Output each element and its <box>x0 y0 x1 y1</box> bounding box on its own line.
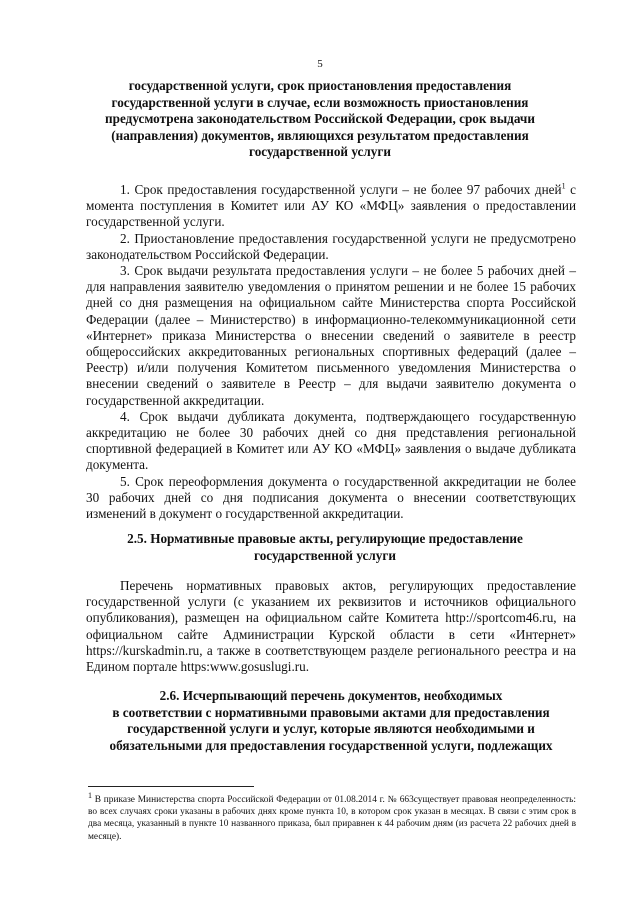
heading-line: государственной услуги, срок приостановления предоставления <box>128 78 512 93</box>
paragraph-1-tail: с момента поступления в Комитет или АУ КО «МФЦ» заявления о предоставлении государственной услуги. <box>86 182 576 230</box>
paragraph-2: 2. Приостановление предоставления государственной услуги не предусмотрено законодательством Российской Федерации. <box>86 230 576 262</box>
footnote-separator <box>88 786 254 787</box>
footnote <box>88 790 576 843</box>
heading-line: обязательными для предоставления государственной услуги, подлежащих <box>109 737 553 753</box>
heading-line: (направления) документов, являющихся результатом предоставления <box>111 127 529 143</box>
section-2-5-body <box>86 578 576 675</box>
heading-line: в соответствии с нормативными правовыми актами для предоставления <box>112 704 550 720</box>
footnote-reference: 1 <box>561 181 566 191</box>
paragraph-4: 4. Срок выдачи дубликата документа, подтверждающего государственную аккредитацию не более 30 рабочих дней со дня представления региональной спортивной федерацией в Комитет или АУ КО «МФЦ» заявления о выдаче дубликата документа. <box>86 408 576 473</box>
section-2-5-text: Перечень нормативных правовых актов, регулирующих предоставление государственной услуги (с указанием их реквизитов и источников официального опубликования), размещен на официальном сайте Комитета http://sportcom46.ru, на официальном сайте Администрации Курской области в сети «Интернет» https://kurskadmin.ru, а также в соответствующем разделе регионального реестра и на Едином портале https:www.gosuslugi.ru. <box>86 578 576 675</box>
paragraph-1 <box>86 182 576 231</box>
footnote-text: В приказе Министерства спорта Российской Федерации от 01.08.2014 г. № 663существует правовая неопределенность: во всех случаях сроки указаны в рабочих днях кроме пункта 10, в котором срок указан в месяцах. В связи с этим срок в два месяца, указанный в пункте 10 названного приказа, был приравнен к 44 рабочим дням (из расчета 22 рабочих дней в месяце). <box>88 795 576 842</box>
footnote-marker: 1 <box>88 790 92 800</box>
paragraph-5: 5. Срок переоформления документа о государственной аккредитации не более 30 рабочих дней со дня подписания документа о внесении соответствующих изменений в документ о государственной аккредитации. <box>86 473 576 522</box>
heading-line: предусмотрена законодательством Российской Федерации, срок выдачи <box>105 111 535 126</box>
heading-line: государственной услуги <box>254 547 396 563</box>
heading-line: государственной услуги и услуг, которые являются необходимыми и <box>127 721 535 736</box>
section-heading-2-5 <box>96 531 554 564</box>
heading-line: государственной услуги <box>249 144 391 159</box>
deadlines-list <box>86 182 576 522</box>
section-heading-2-6 <box>86 688 576 754</box>
heading-line: 2.6. Исчерпывающий перечень документов, необходимых <box>159 688 503 703</box>
page-number: 5 <box>317 58 323 70</box>
paragraph-3: 3. Срок выдачи результата предоставления услуги – не более 5 рабочих дней – для направления заявителю уведомления о принятом решении и не более 15 рабочих дней со дня размещения на официальном сайте Министерства спорта Российской Федерации (далее – Министерство) в информационно-телекоммуникационной сети «Интернет» приказа Министерства о внесении сведений о заявителе в реестр общероссийских аккредитованных региональных спортивных федераций (далее – Реестр) и/или получения Комитетом письменного уведомления Министерства о внесении сведений о заявителе в Реестр – для выдачи заявителю документа о государственной аккредитации. <box>86 263 576 408</box>
section-heading-deadlines <box>96 78 544 161</box>
paragraph-1-text: 1. Срок предоставления государственной услуги – не более 97 рабочих дней <box>120 182 562 197</box>
heading-line: государственной услуги в случае, если возможность приостановления <box>111 94 529 110</box>
heading-line: 2.5. Нормативные правовые акты, регулирующие предоставление <box>127 531 523 546</box>
